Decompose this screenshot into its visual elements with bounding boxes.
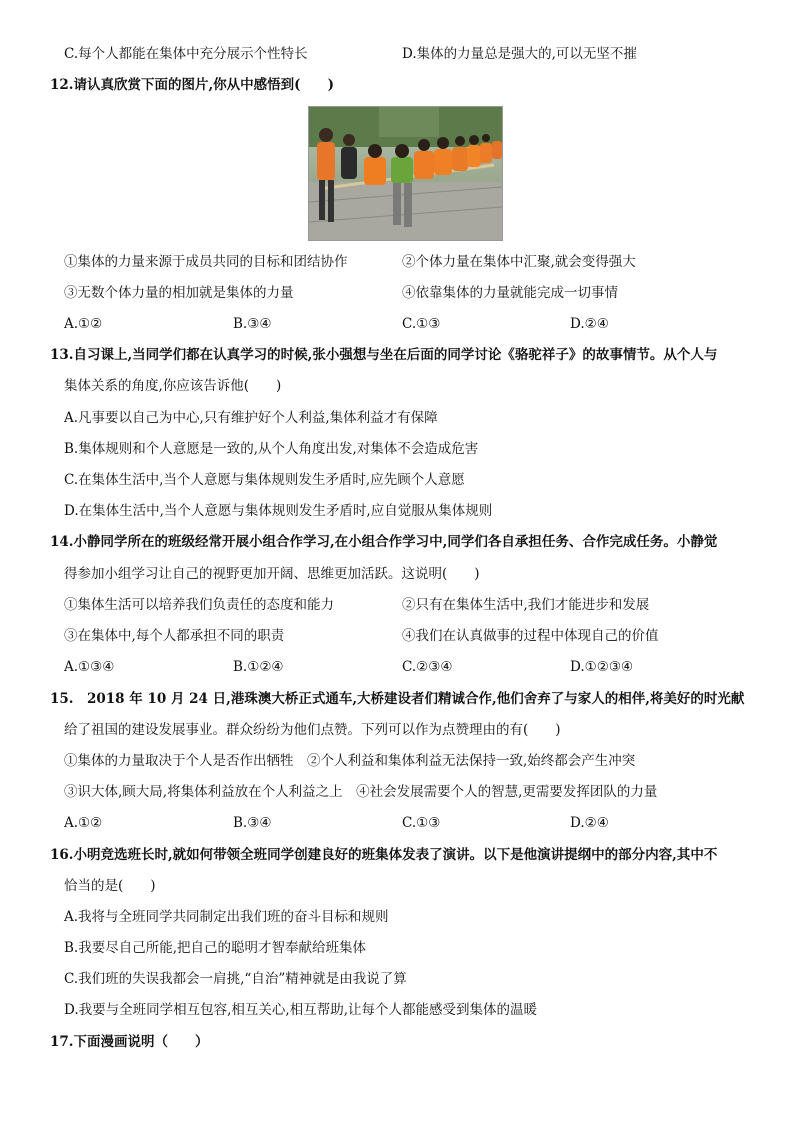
q14-statement-4: ④我们在认真做事的过程中体现自己的价值 xyxy=(402,628,659,644)
q14-option-b: B.①②④ xyxy=(233,659,284,675)
q13-stem-line2: 集体关系的角度,你应该告诉他( ) xyxy=(64,378,282,394)
q14-stem-line2: 得参加小组学习让自己的视野更加开阔、思维更加活跃。这说明( ) xyxy=(64,566,480,582)
q15-option-a: A.①② xyxy=(64,815,103,831)
q12-option-d: D.②④ xyxy=(570,316,609,332)
q12-statement-3: ③无数个体力量的相加就是集体的力量 xyxy=(64,285,294,301)
q16-option-c: C.我们班的失误我都会一肩挑,“自治”精神就是由我说了算 xyxy=(64,971,407,987)
q12-statement-2: ②个体力量在集体中汇聚,就会变得强大 xyxy=(402,254,636,270)
q16-option-b: B.我要尽自己所能,把自己的聪明才智奉献给班集体 xyxy=(64,940,367,956)
q16-option-d: D.我要与全班同学相互包容,相互关心,相互帮助,让每个人都能感受到集体的温暖 xyxy=(64,1002,538,1018)
q13-option-d: D.在集体生活中,当个人意愿与集体规则发生矛盾时,应自觉服从集体规则 xyxy=(64,503,493,519)
q15-statements-1-2: ①集体的力量取决于个人是否作出牺牲 ②个人利益和集体利益无法保持一致,始终都会产生冲突 xyxy=(64,753,636,769)
q16-stem-line2: 恰当的是( ) xyxy=(64,878,156,894)
q13-option-a: A.凡事要以自己为中心,只有维护好个人利益,集体利益才有保障 xyxy=(64,410,438,426)
q16-stem-line1: 16.小明竞选班长时,就如何带领全班同学创建良好的班集体发表了演讲。以下是他演讲提纲中的部分内容,其中不 xyxy=(50,847,718,863)
q12-stem: 12.请认真欣赏下面的图片,你从中感悟到( ) xyxy=(50,77,334,93)
q17-stem: 17.下面漫画说明（ ） xyxy=(50,1034,209,1050)
q15-option-b: B.③④ xyxy=(233,815,272,831)
q14-option-c: C.②③④ xyxy=(402,659,453,675)
q15-stem-line2: 给了祖国的建设发展事业。群众纷纷为他们点赞。下列可以作为点赞理由的有( ) xyxy=(64,722,561,738)
q13-option-b: B.集体规则和个人意愿是一致的,从个人角度出发,对集体不会造成危害 xyxy=(64,441,479,457)
q14-stem-line1: 14.小静同学所在的班级经常开展小组合作学习,在小组合作学习中,同学们各自承担任务、合作完成任务。小静觉 xyxy=(50,534,718,550)
q14-statement-1: ①集体生活可以培养我们负责任的态度和能力 xyxy=(64,597,334,613)
q15-option-c: C.①③ xyxy=(402,815,441,831)
q12-option-a: A.①② xyxy=(64,316,103,332)
q14-option-d: D.①②③④ xyxy=(570,659,634,675)
q15-statements-3-4: ③识大体,顾大局,将集体利益放在个人利益之上 ④社会发展需要个人的智慧,更需要发挥团队的力量 xyxy=(64,784,658,800)
q13-stem-line1: 13.自习课上,当同学们都在认真学习的时候,张小强想与坐在后面的同学讨论《骆驼祥子》的故事情节。从个人与 xyxy=(50,347,718,363)
q16-option-a: A.我将与全班同学共同制定出我们班的奋斗目标和规则 xyxy=(64,909,389,925)
q11-option-d: D.集体的力量总是强大的,可以无坚不摧 xyxy=(402,46,637,62)
q12-option-b: B.③④ xyxy=(233,316,272,332)
q14-option-a: A.①③④ xyxy=(64,659,115,675)
tug-of-war-photo xyxy=(308,106,503,241)
q15-option-d: D.②④ xyxy=(570,815,609,831)
tug-of-war-image xyxy=(309,107,502,240)
q15-stem-line1: 15. 2018 年 10 月 24 日,港珠澳大桥正式通车,大桥建设者们精诚合作,他们舍弃了与家人的相伴,将美好的时光献 xyxy=(50,691,745,707)
q12-option-c: C.①③ xyxy=(402,316,441,332)
q12-statement-4: ④依靠集体的力量就能完成一切事情 xyxy=(402,285,618,301)
q14-statement-3: ③在集体中,每个人都承担不同的职责 xyxy=(64,628,285,644)
q13-option-c: C.在集体生活中,当个人意愿与集体规则发生矛盾时,应先顾个人意愿 xyxy=(64,472,465,488)
q12-statement-1: ①集体的力量来源于成员共同的目标和团结协作 xyxy=(64,254,348,270)
q14-statement-2: ②只有在集体生活中,我们才能进步和发展 xyxy=(402,597,650,613)
q11-option-c: C.每个人都能在集体中充分展示个性特长 xyxy=(64,46,308,62)
